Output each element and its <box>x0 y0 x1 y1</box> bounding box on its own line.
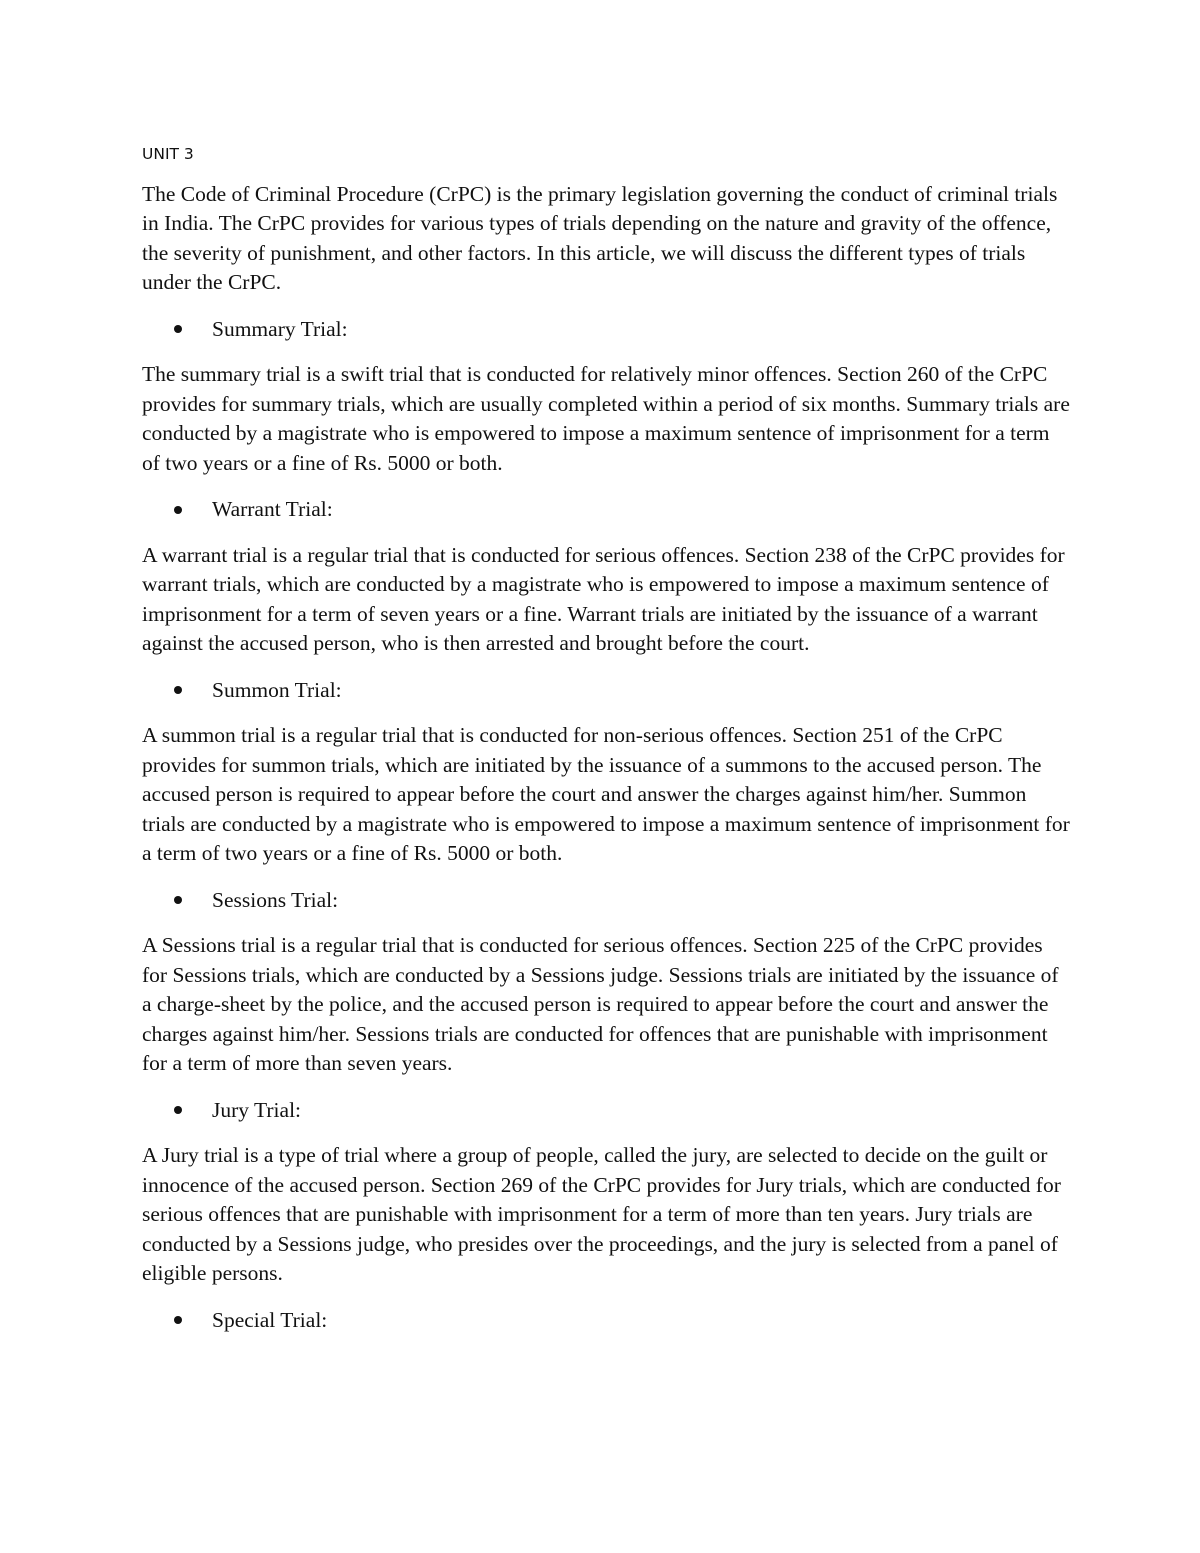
summary-trial-paragraph: The summary trial is a swift trial that is conducted for relatively minor offences. Section 260 of the CrPC provides for summary trials, which are usually completed within a period of six months. Summary trials are conducted by a magistrate who is empowered to impose a maximum sentence of imprisonment for a term of two years or a fine of Rs. 5000 or both. <box>142 362 1070 475</box>
summon-trial-paragraph: A summon trial is a regular trial that is conducted for non-serious offences. Section 251 of the CrPC provides for summon trials, which are initiated by the issuance of a summons to the accused person. The accused person is required to appear before the court and answer the charges against him/her. Summon trials are conducted by a magistrate who is empowered to impose a maximum sentence of imprisonment for a term of two years or a fine of Rs. 5000 or both. <box>142 723 1070 865</box>
intro-paragraph: The Code of Criminal Procedure (CrPC) is the primary legislation governing the conduct of criminal trials in India. The CrPC provides for various types of trials depending on the nature and gravity of the offence, the severity of punishment, and other factors. In this article, we will discuss the different types of trials under the CrPC. <box>142 181 1058 294</box>
section-heading: Special Trial: <box>212 1307 328 1332</box>
bullet-icon <box>174 1106 182 1114</box>
bullet-icon <box>174 325 182 333</box>
bullet-icon <box>174 1316 182 1324</box>
jury-trial-paragraph: A Jury trial is a type of trial where a group of people, called the jury, are selected to decide on the guilt or innocence of the accused person. Section 269 of the CrPC provides for Jury trials, which are conducted for serious offences that are punishable with imprisonment for a term of more than ten years. Jury trials are conducted by a Sessions judge, who presides over the proceedings, and the jury is selected from a panel of eligible persons. <box>142 1143 1061 1285</box>
section-heading: Warrant Trial: <box>212 497 333 521</box>
sessions-trial-paragraph: A Sessions trial is a regular trial that is conducted for serious offences. Section 225 of the CrPC provides for Sessions trials, which are conducted by a Sessions judge. Sessions trials are initiated by the issuance of a charge-sheet by the police, and the accused person is required to appear before the court and answer the charges against him/her. Sessions trials are conducted for offences that are punishable with imprisonment for a term of more than seven years. <box>142 933 1059 1075</box>
bullet-special-trial <box>142 1306 1072 1336</box>
bullet-icon <box>174 896 182 904</box>
bullet-warrant-trial <box>142 495 1072 525</box>
section-heading: Summon Trial: <box>212 677 342 702</box>
bullet-summary-trial <box>142 315 1072 345</box>
bullet-summon-trial <box>142 676 1072 706</box>
section-heading: Jury Trial: <box>212 1097 302 1122</box>
bullet-icon <box>174 506 182 514</box>
warrant-trial-paragraph: A warrant trial is a regular trial that is conducted for serious offences. Section 238 of the CrPC provides for warrant trials, which are conducted by a magistrate who is empowered to impose a maximum sentence of imprisonment for a term of seven years or a fine. Warrant trials are initiated by the issuance of a warrant against the accused person, who is then arrested and brought before the court. <box>142 542 1065 655</box>
document-content <box>142 140 1072 1351</box>
bullet-jury-trial <box>142 1096 1072 1126</box>
unit-title: UNIT 3 <box>142 145 194 163</box>
bullet-icon <box>174 686 182 694</box>
section-heading: Sessions Trial: <box>212 887 339 912</box>
section-heading: Summary Trial: <box>212 316 348 341</box>
bullet-sessions-trial <box>142 886 1072 916</box>
